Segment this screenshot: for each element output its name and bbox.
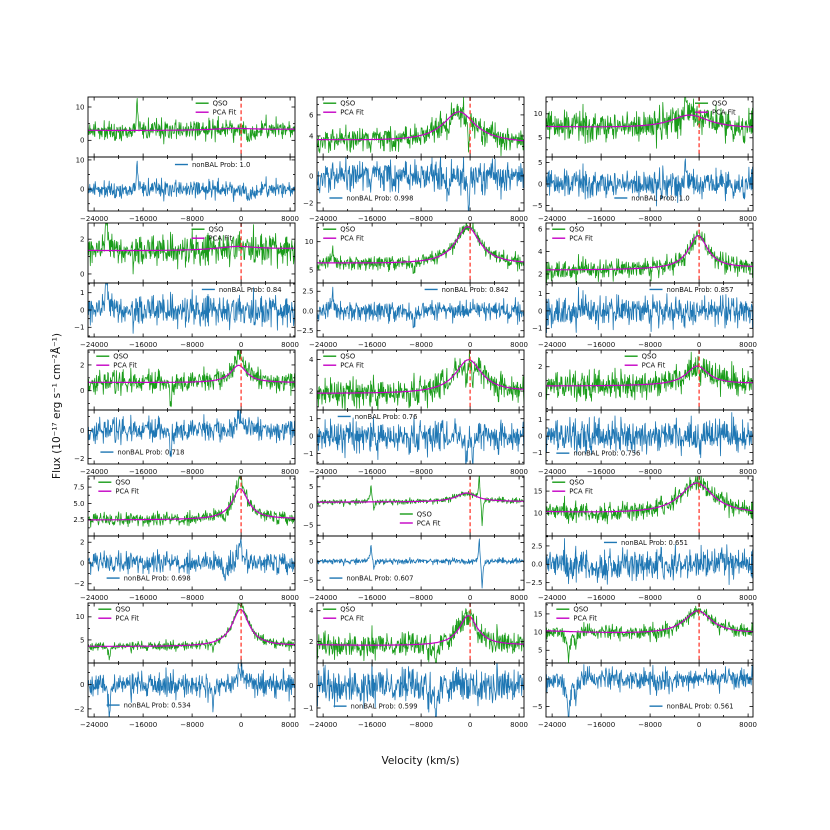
svg-text:8000: 8000 <box>281 594 300 602</box>
svg-text:2: 2 <box>80 361 85 370</box>
svg-text:0: 0 <box>80 136 85 145</box>
legend-label-spectrum: QSO <box>416 510 432 519</box>
legend-label-spectrum: QSO <box>115 605 131 614</box>
residual-plot <box>317 657 524 722</box>
panel-r2c3 <box>506 216 767 358</box>
svg-text:0: 0 <box>538 180 543 189</box>
residual-plot <box>317 156 524 220</box>
svg-text:−8000: −8000 <box>180 468 204 476</box>
legend-label-residual: nonBAL Prob: 0.842 <box>441 285 509 294</box>
panel-r5c3 <box>506 596 767 738</box>
svg-text:6: 6 <box>309 111 314 120</box>
legend-label-spectrum: PCA Fit <box>340 361 364 370</box>
legend-label-residual: nonBAL Prob: 0.718 <box>117 448 185 457</box>
svg-text:5: 5 <box>538 158 543 167</box>
svg-text:0: 0 <box>538 307 543 316</box>
svg-text:4: 4 <box>309 607 314 616</box>
svg-text:−16000: −16000 <box>358 721 387 729</box>
svg-text:−24000: −24000 <box>538 594 567 602</box>
svg-text:−16000: −16000 <box>587 721 616 729</box>
svg-text:−16000: −16000 <box>587 468 616 476</box>
legend <box>98 606 190 710</box>
legend-label-spectrum: PCA Fit <box>569 487 593 496</box>
legend-label-spectrum: PCA Fit <box>208 234 233 243</box>
svg-text:−16000: −16000 <box>587 594 616 602</box>
svg-text:6: 6 <box>538 225 543 234</box>
tick-labels <box>303 607 528 729</box>
residual-line <box>88 538 295 581</box>
legend-label-spectrum: QSO <box>212 99 228 108</box>
svg-text:−16000: −16000 <box>129 594 158 602</box>
legend-label-spectrum: QSO <box>569 225 585 234</box>
svg-text:−8000: −8000 <box>409 468 433 476</box>
legend-label-spectrum: QSO <box>340 99 356 108</box>
legend-label-spectrum: PCA Fit <box>569 234 593 243</box>
spectrum-plot <box>88 215 295 283</box>
legend <box>323 100 413 203</box>
svg-text:8000: 8000 <box>510 594 529 602</box>
svg-text:−8000: −8000 <box>638 468 662 476</box>
svg-text:2: 2 <box>309 387 314 396</box>
svg-text:−16000: −16000 <box>358 215 387 223</box>
x-axis-label: Velocity (km/s) <box>381 755 460 767</box>
svg-text:10: 10 <box>533 509 543 518</box>
svg-text:8000: 8000 <box>281 468 300 476</box>
spectrum-plot <box>546 88 753 158</box>
svg-text:0: 0 <box>80 681 85 689</box>
legend-label-residual: nonBAL Prob: 0.534 <box>123 701 191 710</box>
svg-text:1: 1 <box>538 289 543 298</box>
svg-text:−8000: −8000 <box>638 341 662 349</box>
svg-text:8000: 8000 <box>281 721 300 729</box>
legend-label-residual: nonBAL Prob: 0.599 <box>350 702 418 711</box>
svg-text:10: 10 <box>75 156 85 165</box>
panel-r1c3 <box>506 90 767 232</box>
svg-text:−1: −1 <box>74 323 85 332</box>
svg-text:0: 0 <box>696 215 702 223</box>
svg-text:−5: −5 <box>532 702 543 711</box>
svg-text:2: 2 <box>538 270 543 279</box>
svg-text:−8000: −8000 <box>180 721 204 729</box>
svg-text:5: 5 <box>309 483 314 492</box>
svg-text:10: 10 <box>75 103 85 112</box>
svg-text:−8000: −8000 <box>180 215 204 223</box>
residual-plot <box>88 662 295 721</box>
legend-label-spectrum: QSO <box>113 352 129 361</box>
svg-text:8000: 8000 <box>281 215 300 223</box>
svg-text:2: 2 <box>538 363 543 372</box>
svg-text:0: 0 <box>238 341 244 349</box>
svg-text:−16000: −16000 <box>129 215 158 223</box>
svg-text:4: 4 <box>538 247 543 256</box>
tick-labels <box>73 483 299 602</box>
legend-label-spectrum: PCA Fit <box>712 108 736 117</box>
svg-text:−2: −2 <box>303 199 314 208</box>
legend-label-spectrum: QSO <box>208 225 224 234</box>
svg-text:2: 2 <box>80 538 85 547</box>
legend-label-residual: nonBAL Prob: 0.76 <box>354 412 418 421</box>
svg-text:0: 0 <box>80 306 85 315</box>
svg-text:−24000: −24000 <box>80 721 109 729</box>
ticks <box>317 476 524 590</box>
svg-text:−24000: −24000 <box>309 468 338 476</box>
svg-text:−8000: −8000 <box>409 594 433 602</box>
spectrum-plot <box>88 97 295 157</box>
svg-text:1: 1 <box>309 415 314 424</box>
svg-text:0: 0 <box>538 675 543 684</box>
legend-label-spectrum: QSO <box>712 99 728 108</box>
legend-label-spectrum: PCA Fit <box>212 108 237 117</box>
svg-text:5: 5 <box>309 266 314 275</box>
svg-text:0: 0 <box>467 341 473 349</box>
svg-text:−16000: −16000 <box>358 341 387 349</box>
svg-text:−24000: −24000 <box>309 341 338 349</box>
svg-text:−8000: −8000 <box>180 594 204 602</box>
svg-text:−24000: −24000 <box>309 215 338 223</box>
svg-text:−16000: −16000 <box>129 468 158 476</box>
svg-text:10: 10 <box>304 238 314 247</box>
panel-r4c1 <box>48 469 309 611</box>
svg-text:2: 2 <box>309 637 314 646</box>
svg-text:−24000: −24000 <box>309 721 338 729</box>
legend-label-residual: nonBAL Prob: 0.651 <box>620 538 689 547</box>
svg-text:0: 0 <box>309 681 314 690</box>
svg-text:8000: 8000 <box>510 341 529 349</box>
legend-label-spectrum: QSO <box>340 225 356 234</box>
svg-text:1: 1 <box>538 416 543 425</box>
svg-text:2: 2 <box>80 235 85 244</box>
svg-text:−16000: −16000 <box>587 215 616 223</box>
legend-label-residual: nonBAL Prob: 0.857 <box>666 285 734 294</box>
svg-text:8000: 8000 <box>739 215 758 223</box>
panel-r3c2 <box>277 343 538 485</box>
residual-line <box>317 417 524 466</box>
legend <box>552 226 733 294</box>
svg-text:0: 0 <box>80 559 85 568</box>
svg-text:0: 0 <box>467 721 473 729</box>
svg-text:8000: 8000 <box>510 215 529 223</box>
svg-text:0.0: 0.0 <box>302 307 314 316</box>
svg-text:−16000: −16000 <box>358 594 387 602</box>
svg-text:−5: −5 <box>532 202 543 210</box>
svg-text:8000: 8000 <box>739 468 758 476</box>
legend-label-spectrum: QSO <box>573 605 589 614</box>
svg-text:10: 10 <box>75 613 85 622</box>
svg-text:−1: −1 <box>532 448 543 457</box>
svg-text:−8000: −8000 <box>638 594 662 602</box>
svg-text:−8000: −8000 <box>409 341 433 349</box>
panel-r1c2 <box>277 90 538 232</box>
svg-text:−8000: −8000 <box>638 215 662 223</box>
svg-text:−2.5: −2.5 <box>296 327 314 336</box>
legend-label-residual: nonBAL Prob: 0.84 <box>218 285 282 294</box>
svg-text:−24000: −24000 <box>538 215 567 223</box>
legend-label-residual: nonBAL Prob: 0.998 <box>346 194 414 203</box>
svg-text:0: 0 <box>238 468 244 476</box>
svg-text:−2.5: −2.5 <box>525 579 543 588</box>
svg-text:0: 0 <box>538 391 543 400</box>
panel-r1c1 <box>48 90 309 232</box>
svg-text:0: 0 <box>467 468 473 476</box>
svg-text:2.5: 2.5 <box>302 287 314 296</box>
legend-label-residual: nonBAL Prob: 1.0 <box>631 194 690 203</box>
svg-text:2.5: 2.5 <box>531 542 543 551</box>
svg-text:−2: −2 <box>74 580 85 589</box>
svg-text:−16000: −16000 <box>587 341 616 349</box>
legend-label-spectrum: PCA Fit <box>115 487 139 496</box>
residual-line <box>88 662 295 721</box>
svg-text:−1: −1 <box>303 449 314 458</box>
legend-label-spectrum: QSO <box>641 352 657 361</box>
qso-line <box>88 215 295 274</box>
legend-label-spectrum: PCA Fit <box>641 361 666 370</box>
svg-text:0: 0 <box>238 215 244 223</box>
svg-text:−16000: −16000 <box>129 341 158 349</box>
tick-labels <box>74 613 299 729</box>
svg-text:0: 0 <box>80 270 85 279</box>
svg-text:8000: 8000 <box>510 468 529 476</box>
legend-label-spectrum: PCA Fit <box>573 614 597 623</box>
svg-text:10: 10 <box>533 628 543 637</box>
ticks <box>88 97 295 211</box>
svg-text:0: 0 <box>696 468 702 476</box>
svg-text:5.0: 5.0 <box>73 499 85 508</box>
svg-text:−24000: −24000 <box>538 721 567 729</box>
residual-line <box>317 156 524 220</box>
svg-text:5: 5 <box>538 646 543 655</box>
panel-r5c1 <box>48 596 309 738</box>
svg-text:15: 15 <box>533 487 543 496</box>
svg-text:−8000: −8000 <box>180 341 204 349</box>
svg-text:5: 5 <box>538 134 543 143</box>
svg-text:8000: 8000 <box>739 721 758 729</box>
svg-text:4: 4 <box>309 355 314 364</box>
svg-text:5: 5 <box>309 538 314 547</box>
svg-text:7.5: 7.5 <box>73 483 85 492</box>
residual-plot <box>546 287 753 332</box>
svg-text:8000: 8000 <box>739 594 758 602</box>
legend-label-spectrum: PCA Fit <box>115 614 139 623</box>
svg-text:0: 0 <box>696 594 702 602</box>
svg-text:2.5: 2.5 <box>73 516 85 525</box>
legend-label-residual: nonBAL Prob: 0.756 <box>573 449 641 458</box>
svg-text:0: 0 <box>309 432 314 441</box>
legend-label-spectrum: PCA Fit <box>340 108 364 117</box>
legend-label-spectrum: PCA Fit <box>340 234 364 243</box>
svg-text:15: 15 <box>533 610 543 619</box>
legend-label-residual: nonBAL Prob: 0.698 <box>123 574 191 583</box>
legend-label-spectrum: PCA Fit <box>113 361 137 370</box>
svg-text:0: 0 <box>309 502 314 511</box>
svg-text:−24000: −24000 <box>80 468 109 476</box>
svg-text:5: 5 <box>80 636 85 645</box>
legend-label-spectrum: QSO <box>340 605 356 614</box>
legend-label-spectrum: QSO <box>569 478 585 487</box>
svg-text:0: 0 <box>696 341 702 349</box>
y-axis-label: Flux (10⁻¹⁷ erg s⁻¹ cm⁻²Å⁻¹) <box>51 333 63 479</box>
panel-r3c3 <box>506 343 767 485</box>
panel-r2c1 <box>48 216 309 358</box>
svg-text:1: 1 <box>80 289 85 298</box>
svg-text:−1: −1 <box>532 324 543 333</box>
svg-text:−24000: −24000 <box>80 215 109 223</box>
svg-text:−5: −5 <box>303 521 314 530</box>
legend-label-residual: nonBAL Prob: 0.561 <box>666 702 734 711</box>
svg-text:0: 0 <box>696 721 702 729</box>
svg-text:0.0: 0.0 <box>531 560 543 569</box>
legend-label-residual: nonBAL Prob: 1.0 <box>191 160 251 169</box>
panel-r4c2 <box>277 469 538 611</box>
svg-text:−2: −2 <box>74 705 85 714</box>
svg-text:−24000: −24000 <box>538 468 567 476</box>
svg-text:0: 0 <box>80 185 85 194</box>
svg-text:−8000: −8000 <box>409 721 433 729</box>
svg-text:0: 0 <box>80 387 85 396</box>
svg-text:0: 0 <box>467 215 473 223</box>
legend-label-spectrum: PCA Fit <box>340 614 364 623</box>
svg-text:0: 0 <box>238 594 244 602</box>
svg-text:0: 0 <box>80 426 85 435</box>
svg-text:0: 0 <box>538 432 543 441</box>
svg-text:10: 10 <box>533 110 543 119</box>
svg-text:−24000: −24000 <box>309 594 338 602</box>
panel-r3c1 <box>48 343 309 485</box>
tick-labels <box>303 108 529 223</box>
svg-text:0: 0 <box>309 557 314 566</box>
svg-text:−24000: −24000 <box>80 341 109 349</box>
svg-text:8000: 8000 <box>739 341 758 349</box>
svg-text:8000: 8000 <box>510 721 529 729</box>
svg-text:8000: 8000 <box>281 341 300 349</box>
legend-label-residual: nonBAL Prob: 0.607 <box>346 574 414 583</box>
legend-label-spectrum: QSO <box>340 352 356 361</box>
svg-text:4: 4 <box>309 132 314 141</box>
svg-text:−2: −2 <box>74 454 85 463</box>
legend-label-spectrum: PCA Fit <box>416 519 441 528</box>
svg-text:−8000: −8000 <box>638 721 662 729</box>
legend <box>556 606 733 711</box>
svg-text:−16000: −16000 <box>358 468 387 476</box>
svg-text:0: 0 <box>309 172 314 181</box>
svg-text:−24000: −24000 <box>80 594 109 602</box>
svg-text:−1: −1 <box>303 704 314 713</box>
residual-plot <box>317 417 524 466</box>
qso-line <box>88 98 295 144</box>
residual-plot <box>88 538 295 581</box>
legend-label-spectrum: QSO <box>115 478 131 487</box>
legend <box>329 510 440 582</box>
residual-line <box>546 287 753 332</box>
panel-r5c2 <box>277 596 538 738</box>
svg-text:−5: −5 <box>303 576 314 585</box>
panel-r4c3 <box>506 469 767 611</box>
svg-text:−8000: −8000 <box>409 215 433 223</box>
svg-text:−24000: −24000 <box>538 341 567 349</box>
svg-text:0: 0 <box>467 594 473 602</box>
panel-r2c2 <box>277 216 538 358</box>
residual-line <box>317 657 524 722</box>
svg-text:−16000: −16000 <box>129 721 158 729</box>
svg-text:0: 0 <box>238 721 244 729</box>
